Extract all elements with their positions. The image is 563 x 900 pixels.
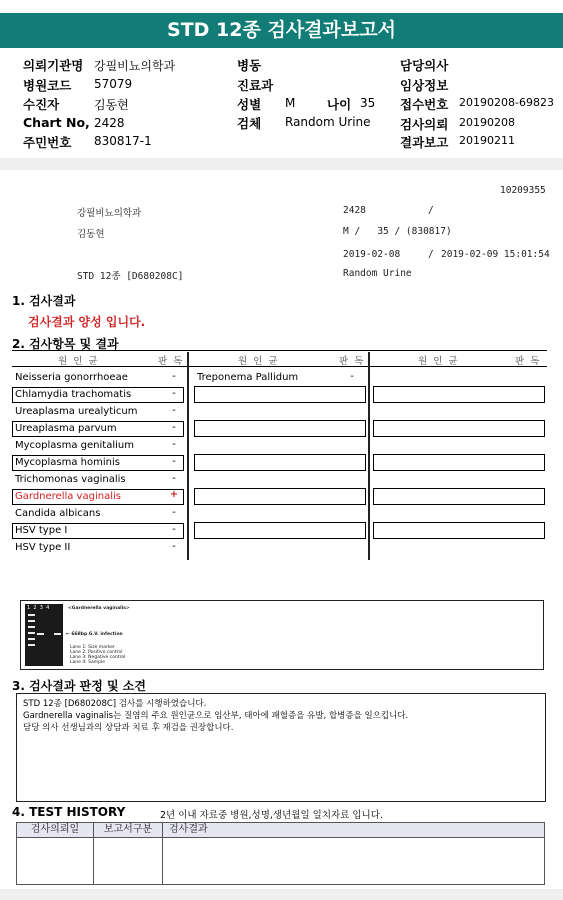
report-title: STD 12종 검사결과보고서 bbox=[0, 13, 563, 48]
history-note: 2년 이내 자료중 병원,성명,생년월일 일치자료 입니다. bbox=[160, 810, 383, 821]
pathogen-result: - bbox=[172, 388, 176, 399]
hospital-code-label: 병원코드 bbox=[23, 78, 72, 93]
history-col-result: 검사결과 bbox=[169, 824, 208, 835]
section-1-title: 1. 검사결과 bbox=[12, 294, 76, 308]
pathogen-name: Mycoplasma hominis bbox=[15, 457, 120, 468]
slip-date-sep: / bbox=[428, 249, 434, 260]
positive-result-message: 검사결과 양성 입니다. bbox=[28, 315, 146, 329]
pathogen-result: - bbox=[172, 507, 176, 518]
column-separator bbox=[368, 352, 370, 560]
report-date-label: 결과보고 bbox=[400, 135, 449, 150]
pathogen-name: HSV type II bbox=[15, 542, 71, 553]
request-date-label: 검사의뢰 bbox=[400, 117, 449, 132]
slip-specimen: Random Urine bbox=[343, 268, 412, 279]
col1-pathogen-header: 원 인 균 bbox=[58, 356, 98, 367]
empty-result-box bbox=[373, 522, 545, 539]
pathogen-name: Candida albicans bbox=[15, 508, 101, 519]
gel-legend-3: Lane 3: Negative control bbox=[70, 655, 126, 660]
resident-no-value: 830817-1 bbox=[94, 134, 152, 148]
age-value: 35 bbox=[360, 96, 376, 110]
slip-number: 10209355 bbox=[500, 185, 546, 196]
history-col-type: 보고서구분 bbox=[94, 823, 163, 837]
report-date-value: 20190211 bbox=[459, 134, 515, 147]
pathogen-name: Treponema Pallidum bbox=[197, 372, 299, 383]
request-date-value: 20190208 bbox=[459, 116, 515, 129]
empty-result-box bbox=[373, 386, 545, 403]
slip-patient: 김동현 bbox=[77, 229, 105, 240]
hospital-code-value: 57079 bbox=[94, 77, 133, 91]
pathogen-result: - bbox=[172, 541, 176, 552]
slip-date-reported: 2019-02-09 15:01:54 bbox=[441, 249, 550, 260]
column-separator bbox=[187, 352, 189, 560]
comment-line: STD 12종 [D680208C] 검사를 시행하였습니다. bbox=[23, 699, 207, 709]
pathogen-result-positive: + bbox=[169, 489, 179, 500]
history-col-divider bbox=[162, 838, 163, 884]
col1-result-header: 판 독 bbox=[158, 356, 183, 367]
gel-band-label: ← 668bp G.V. infection bbox=[66, 632, 123, 637]
interpretation-comment-box bbox=[16, 693, 546, 802]
empty-result-box bbox=[373, 454, 545, 471]
pathogen-result: - bbox=[172, 524, 176, 535]
pathogen-result: - bbox=[172, 405, 176, 416]
age-label: 나이 bbox=[327, 97, 352, 112]
pathogen-result: - bbox=[172, 456, 176, 467]
chart-no-label: Chart No, bbox=[23, 115, 90, 130]
history-table-body bbox=[16, 838, 545, 885]
specimen-value: Random Urine bbox=[285, 115, 371, 129]
slip-institution: 강필비뇨의학과 bbox=[77, 208, 142, 219]
institution-value: 강필비뇨의학과 bbox=[94, 59, 176, 73]
pathogen-name: Ureaplasma parvum bbox=[15, 423, 117, 434]
specimen-label: 검체 bbox=[237, 116, 262, 131]
pathogen-result: - bbox=[172, 371, 176, 382]
table-top-rule bbox=[12, 350, 547, 351]
empty-result-box bbox=[194, 488, 366, 505]
pathogen-name-positive: Gardnerella vaginalis bbox=[15, 491, 121, 502]
sex-label: 성별 bbox=[237, 97, 262, 112]
receipt-no-label: 접수번호 bbox=[400, 97, 449, 112]
chart-no-value: 2428 bbox=[94, 116, 125, 130]
sex-value: M bbox=[285, 96, 296, 110]
section-2-title: 2. 검사항목 및 결과 bbox=[12, 337, 119, 351]
history-col-divider bbox=[93, 838, 94, 884]
history-table-header bbox=[16, 822, 545, 838]
empty-result-box bbox=[194, 454, 366, 471]
pathogen-result: - bbox=[350, 371, 354, 382]
slip-chart-slash: / bbox=[428, 205, 434, 216]
comment-line: Gardnerella vaginalis는 질염의 주요 원인균으로 임산부, 태아에 패혈증을 유발, 합병증을 일으킵니다. bbox=[23, 711, 409, 721]
section-4-title: 4. TEST HISTORY bbox=[12, 805, 126, 819]
history-col-date: 검사의뢰일 bbox=[17, 823, 94, 837]
gel-lane-numbers: 1 2 3 4 bbox=[27, 605, 50, 611]
slip-date-received: 2019-02-08 bbox=[343, 249, 401, 260]
empty-result-box bbox=[194, 386, 366, 403]
page-bottom-edge bbox=[0, 889, 563, 900]
col3-result-header: 판 독 bbox=[515, 356, 540, 367]
pathogen-name: Neisseria gonorrhoeae bbox=[15, 372, 128, 383]
section-3-title: 3. 검사결과 판정 및 소견 bbox=[12, 679, 146, 693]
empty-result-box bbox=[373, 420, 545, 437]
empty-result-box bbox=[373, 488, 545, 505]
receipt-no-value: 20190208-69823 bbox=[459, 96, 554, 109]
gel-electrophoresis-image bbox=[25, 604, 63, 666]
pathogen-name: HSV type I bbox=[15, 525, 68, 536]
pathogen-result: - bbox=[172, 422, 176, 433]
empty-result-box bbox=[194, 522, 366, 539]
gel-legend-2: Lane 2: Positive control bbox=[70, 650, 123, 655]
pathogen-result: - bbox=[172, 473, 176, 484]
clinical-info-label: 임상정보 bbox=[400, 78, 449, 93]
empty-result-box bbox=[194, 420, 366, 437]
department-label: 진료과 bbox=[237, 78, 274, 93]
table-header-rule bbox=[12, 366, 547, 367]
patient-label: 수진자 bbox=[23, 97, 60, 112]
doctor-label: 담당의사 bbox=[400, 58, 449, 73]
pathogen-result: - bbox=[172, 439, 176, 450]
resident-no-label: 주민번호 bbox=[23, 135, 72, 150]
pathogen-name: Chlamydia trachomatis bbox=[15, 389, 132, 400]
col2-pathogen-header: 원 인 균 bbox=[238, 356, 278, 367]
gel-caption-title: <Gardnerella vaginalis> bbox=[68, 606, 130, 611]
pathogen-name: Trichomonas vaginalis bbox=[15, 474, 126, 485]
col2-result-header: 판 독 bbox=[339, 356, 364, 367]
col3-pathogen-header: 원 인 균 bbox=[418, 356, 458, 367]
section-divider bbox=[0, 158, 563, 170]
comment-line: 담당 의사 선생님과의 상담과 치료 후 재검을 권장합니다. bbox=[23, 723, 234, 733]
gel-legend-4: Lane 4: Sample bbox=[70, 660, 105, 665]
institution-label: 의뢰기관명 bbox=[23, 58, 84, 73]
gel-legend-1: Lane 1: Size marker bbox=[70, 645, 115, 650]
pathogen-name: Ureaplasma urealyticum bbox=[15, 406, 138, 417]
pathogen-name: Mycoplasma genitalium bbox=[15, 440, 134, 451]
slip-sex-age: M / 35 / (830817) bbox=[343, 226, 452, 237]
slip-chart: 2428 bbox=[343, 205, 366, 216]
slip-test-code: STD 12종 [D680208C] bbox=[77, 271, 184, 282]
ward-label: 병동 bbox=[237, 58, 262, 73]
patient-value: 김동현 bbox=[94, 98, 129, 112]
